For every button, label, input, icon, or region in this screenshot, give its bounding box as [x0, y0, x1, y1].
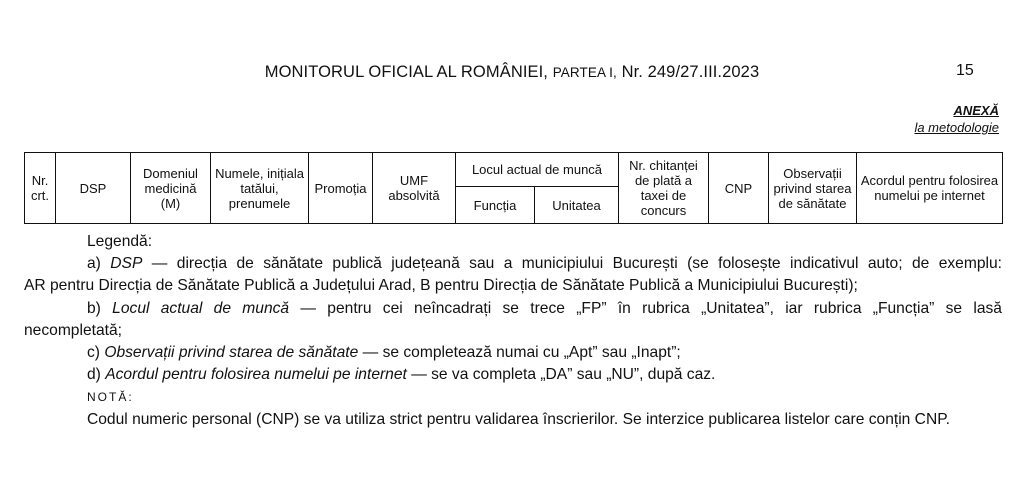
legend-d-rest: — se va completa „DA” sau „NU”, după caz.: [406, 366, 716, 384]
gazette-title: MONITORUL OFICIAL AL ROMÂNIEI,: [264, 63, 548, 81]
gazette-part: PARTEA I,: [552, 65, 617, 80]
legend-item-c: [24, 342, 1002, 364]
note-text: Codul numeric personal (CNP) se va utiliza strict pentru validarea înscrierilor. Se interzice publicarea listelor care conțin CNP.: [87, 410, 950, 428]
col-header-dsp: DSP: [56, 153, 131, 224]
legend-item-a-continued: AR pentru Direcția de Sănătate Publică a Județului Arad, B pentru Direcția de Sănătate Publică a Municipiului București);: [24, 277, 858, 295]
legend-item-b: [24, 298, 1002, 320]
legend-item-d: [24, 364, 1002, 386]
col-header-cnp: CNP: [709, 153, 769, 224]
page-number: 15: [956, 62, 974, 79]
col-header-promotia: Promoția: [309, 153, 373, 224]
col-header-acordul: Acordul pentru folosirea numelui pe internet: [857, 153, 1003, 224]
col-header-chitanta: Nr. chitanței de plată a taxei de concurs: [619, 153, 709, 224]
legend-a-line1: — direcția de sănătate publică județeană sau a municipiului București (se folosește indicativul auto; de exemplu:: [142, 255, 1002, 273]
col-header-nr-crt: Nr. crt.: [25, 153, 56, 224]
col-header-unitatea: Unitatea: [535, 187, 619, 224]
legend: [24, 231, 1002, 431]
legend-c-prefix: c): [87, 344, 105, 362]
legend-b-line1: — pentru cei neîncadrați se trece „FP” în rubrica „Unitatea”, iar rubrica „Funcția” se lasă: [289, 299, 1002, 317]
legend-c-rest: — se completează numai cu „Apt” sau „Inapt”;: [358, 344, 681, 362]
page-header: [0, 63, 1024, 82]
candidates-table: [24, 152, 1003, 224]
legend-c-term: Observații privind starea de sănătate: [104, 344, 359, 362]
legend-d-term: Acordul pentru folosirea numelui pe internet: [105, 366, 407, 384]
annex-subtitle: la metodologie: [914, 120, 999, 135]
note-label: NOTĂ:: [87, 390, 134, 405]
legend-title: Legendă:: [87, 233, 153, 250]
col-header-locul-muncii: Locul actual de muncă: [456, 153, 619, 187]
annex-title: ANEXĂ: [953, 103, 999, 118]
col-header-domeniul: Domeniul medicină (M): [131, 153, 211, 224]
col-header-functia: Funcția: [456, 187, 535, 224]
legend-a-prefix: a): [87, 255, 111, 273]
legend-a-term: DSP: [110, 255, 143, 273]
annex-label: [914, 102, 999, 136]
legend-b-term: Locul actual de muncă: [112, 299, 290, 317]
legend-item-b-continued: necompletată;: [24, 321, 122, 339]
legend-d-prefix: d): [87, 366, 106, 384]
col-header-numele: Numele, inițiala tatălui, prenumele: [211, 153, 309, 224]
legend-item-a: [24, 253, 1002, 275]
col-header-observatii: Observații privind starea de sănătate: [769, 153, 857, 224]
legend-b-prefix: b): [87, 299, 113, 317]
col-header-umf: UMF absolvită: [373, 153, 456, 224]
gazette-issue: Nr. 249/27.III.2023: [621, 63, 760, 81]
